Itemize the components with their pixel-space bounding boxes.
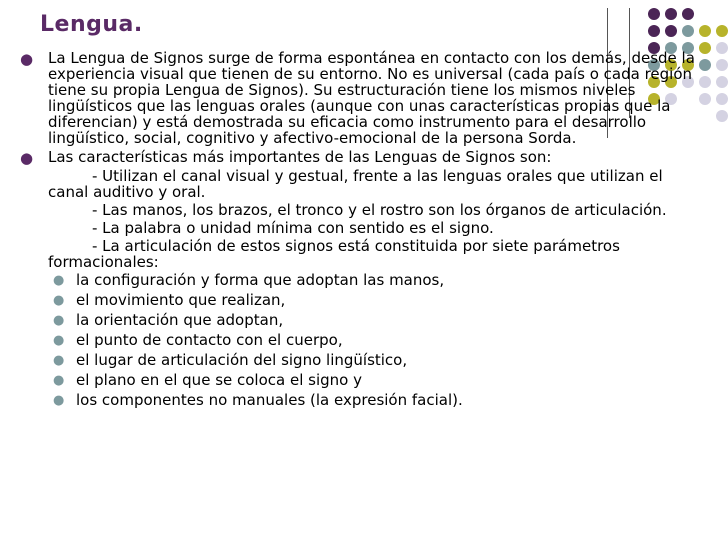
dot xyxy=(716,25,728,37)
bullet-item xyxy=(0,149,700,165)
bullet-item xyxy=(0,50,700,146)
slide-title: Lengua. xyxy=(40,12,143,37)
parameter-text: el movimiento que realizan, xyxy=(76,291,286,309)
parameter-text: el punto de contacto con el cuerpo, xyxy=(76,331,343,349)
dot xyxy=(699,42,711,54)
characteristic-item xyxy=(0,168,700,200)
dot xyxy=(699,59,711,71)
parameter-item xyxy=(0,272,700,289)
characteristic-text: - La palabra o unidad mínima con sentido es el signo. xyxy=(92,219,494,237)
parameter-item xyxy=(0,292,700,309)
bullet-marker-icon: ● xyxy=(20,149,34,167)
bullet-marker-icon: ● xyxy=(53,313,65,328)
bullet-marker-icon: ● xyxy=(53,393,65,408)
dot xyxy=(716,93,728,105)
bullet-text: La Lengua de Signos surge de forma espontánea en contacto con los demás, desde la experiencia visual que tienen de su entorno. No es universal (cada país o cada región tiene su propia Lengua de Signos). Su estructuración tiene los mismos niveles lingüísticos que las lenguas orales (aunque con unas características propias que la diferencian) y está demostrada su eficacia como instrumento para el desarrollo lingüístico, social, cognitivo y afectivo-emocional de la persona Sorda. xyxy=(48,49,695,147)
bullet-marker-icon: ● xyxy=(53,293,65,308)
parameter-text: la orientación que adoptan, xyxy=(76,311,284,329)
dot xyxy=(648,25,660,37)
characteristic-text: - La articulación de estos signos está constituida por siete parámetros formacionales: xyxy=(48,237,620,271)
dot xyxy=(716,76,728,88)
bullet-marker-icon: ● xyxy=(53,373,65,388)
dot xyxy=(682,25,694,37)
dot xyxy=(682,8,694,20)
dot xyxy=(716,42,728,54)
bullet-text: Las características más importantes de las Lenguas de Signos son: xyxy=(48,148,552,166)
dot xyxy=(648,8,660,20)
dot xyxy=(699,93,711,105)
characteristic-item xyxy=(0,238,700,270)
bullet-marker-icon: ● xyxy=(53,353,65,368)
bullet-marker-icon: ● xyxy=(53,273,65,288)
parameter-item xyxy=(0,312,700,329)
parameter-text: el plano en el que se coloca el signo y xyxy=(76,371,362,389)
dot xyxy=(665,25,677,37)
dot xyxy=(699,25,711,37)
characteristic-text: - Utilizan el canal visual y gestual, frente a las lenguas orales que utilizan el canal auditivo y oral. xyxy=(48,167,663,201)
parameter-item xyxy=(0,392,700,409)
characteristic-item xyxy=(0,220,700,236)
parameter-text: el lugar de articulación del signo lingüístico, xyxy=(76,351,408,369)
dot xyxy=(716,110,728,122)
slide-body xyxy=(0,50,700,412)
dot xyxy=(665,8,677,20)
parameter-item xyxy=(0,352,700,369)
characteristic-text: - Las manos, los brazos, el tronco y el rostro son los órganos de articulación. xyxy=(92,201,667,219)
dot xyxy=(716,59,728,71)
characteristic-item xyxy=(0,202,700,218)
parameter-text: la configuración y forma que adoptan las manos, xyxy=(76,271,445,289)
parameter-item xyxy=(0,332,700,349)
bullet-marker-icon: ● xyxy=(20,50,34,68)
parameter-text: los componentes no manuales (la expresión facial). xyxy=(76,391,463,409)
parameter-item xyxy=(0,372,700,389)
bullet-marker-icon: ● xyxy=(53,333,65,348)
dot xyxy=(699,76,711,88)
